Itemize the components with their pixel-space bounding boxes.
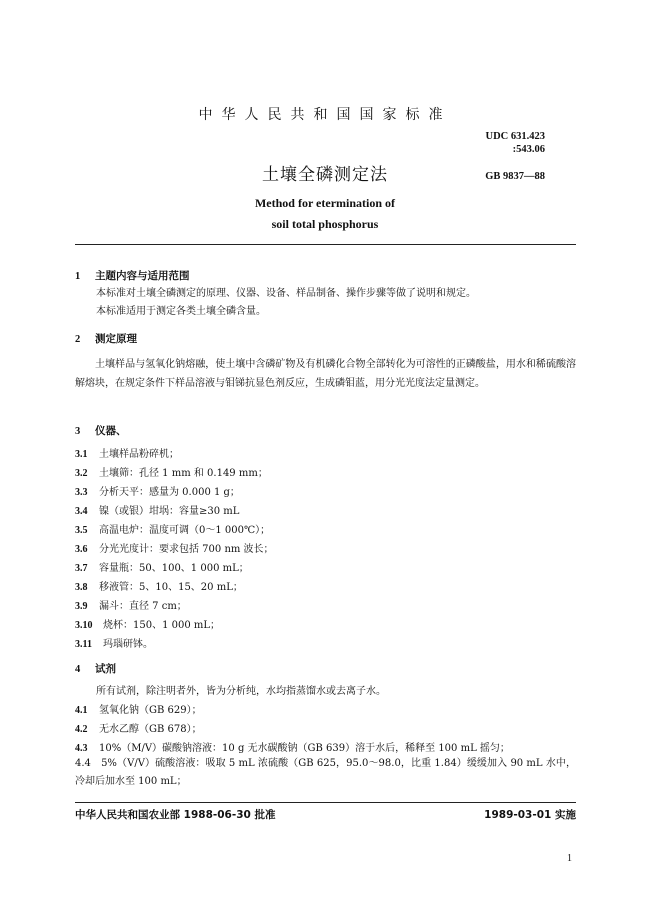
section-title: 测定原理 bbox=[95, 333, 137, 345]
item-number: 4.3 bbox=[75, 743, 88, 754]
item-text: 容量瓶：50、100、1 000 mL； bbox=[99, 563, 249, 574]
section-number: 2 bbox=[75, 334, 81, 345]
section-heading-3 bbox=[75, 423, 127, 438]
item-number: 3.9 bbox=[75, 601, 88, 612]
standard-name: 中华人民共和国国家标准 bbox=[198, 107, 452, 123]
list-item bbox=[75, 704, 202, 718]
udc-line-1: UDC 631.423 bbox=[485, 131, 545, 142]
item-number: 3.3 bbox=[75, 487, 88, 498]
item-number: 4.2 bbox=[75, 724, 88, 735]
list-item bbox=[75, 524, 270, 538]
item-text: 玛瑙研钵。 bbox=[103, 639, 153, 650]
item-text: 氢氧化钠（GB 629）； bbox=[99, 705, 202, 716]
section-heading-2 bbox=[75, 331, 137, 346]
item-text: 漏斗：直径 7 cm； bbox=[99, 601, 187, 612]
item-text: 土壤筛：孔径 1 mm 和 0.149 mm； bbox=[99, 468, 268, 479]
item-text: 分光光度计：要求包括 700 nm 波长； bbox=[99, 544, 274, 555]
document-title-cn: 土壤全磷测定法 bbox=[262, 165, 388, 185]
item-text: 分析天平：感量为 0.000 1 g； bbox=[99, 487, 240, 498]
list-item bbox=[75, 505, 239, 519]
list-item bbox=[75, 723, 202, 737]
approval-line: 中华人民共和国农业部 1988-06-30 批准 bbox=[75, 809, 276, 821]
principle-paragraph: 土壤样品与氢氧化钠熔融，使土壤中含磷矿物及有机磷化合物全部转化为可溶性的正磷酸盐，用水和稀硫酸溶解熔块，在规定条件下样品溶液与钼锑抗显色剂反应，生成磷钼蓝，用分光光度法定量测定。 bbox=[75, 359, 576, 389]
section-title: 仪器、 bbox=[95, 425, 127, 437]
list-item bbox=[75, 562, 249, 576]
list-item bbox=[75, 543, 274, 557]
list-item bbox=[75, 581, 243, 595]
title-en-line-2: soil total phosphorus bbox=[271, 217, 379, 231]
paragraph-line: 本标准对土壤全磷测定的原理、仪器、设备、样品制备、操作步骤等做了说明和规定。 bbox=[96, 288, 476, 299]
list-item bbox=[75, 467, 268, 481]
list-item bbox=[75, 619, 220, 633]
item-text: 镍（或银）坩埚：容量≥30 mL bbox=[99, 506, 240, 517]
item-number: 3.6 bbox=[75, 544, 88, 555]
item-text: 高温电炉：温度可调（0～1 000℃）； bbox=[99, 525, 271, 536]
item-number: 3.4 bbox=[75, 506, 88, 517]
item-text: 烧杯：150、1 000 mL； bbox=[103, 620, 221, 631]
list-item bbox=[75, 486, 240, 500]
section-heading-4 bbox=[75, 661, 116, 676]
section-number: 3 bbox=[75, 426, 81, 437]
item-number: 3.2 bbox=[75, 468, 88, 479]
item-number: 4.1 bbox=[75, 705, 88, 716]
list-item-wrapped: 4.4 5%（V/V）硫酸溶液：吸取 5 mL 浓硫酸（GB 625，95.0～98.0，比重 1.84）缓缓加入 90 mL 水中，冷却后加水至 100 mL； bbox=[75, 758, 576, 787]
section-title: 试剂 bbox=[95, 663, 116, 675]
footer-divider bbox=[75, 802, 576, 803]
item-number: 3.10 bbox=[75, 620, 93, 631]
udc-code bbox=[486, 130, 546, 156]
title-en-line-1: Method for etermination of bbox=[254, 196, 396, 210]
item-number: 3.1 bbox=[75, 449, 88, 460]
item-number: 3.11 bbox=[75, 639, 92, 650]
paragraph-line: 本标准适用于测定各类土壤全磷含量。 bbox=[96, 306, 266, 317]
item-text: 移液管：5、10、15、20 mL； bbox=[99, 582, 243, 593]
item-text: 10%（M/V）碳酸钠溶液：10 g 无水碳酸钠（GB 639）溶于水后，稀释至 100 mL 摇匀； bbox=[99, 743, 510, 754]
item-number: 3.5 bbox=[75, 525, 88, 536]
list-item bbox=[75, 638, 153, 652]
section-number: 4 bbox=[75, 664, 81, 675]
list-item bbox=[75, 600, 187, 614]
header-divider bbox=[75, 244, 576, 245]
section-number: 1 bbox=[75, 271, 81, 282]
document-title-en bbox=[0, 193, 650, 235]
udc-line-2: :543.06 bbox=[512, 144, 545, 155]
reagents-intro: 所有试剂，除注明者外，皆为分析纯，水均指蒸馏水或去离子水。 bbox=[96, 686, 386, 697]
list-item bbox=[75, 742, 510, 756]
item-text: 无水乙醇（GB 678）； bbox=[99, 724, 202, 735]
section-heading-1 bbox=[75, 268, 190, 283]
item-number: 3.8 bbox=[75, 582, 88, 593]
implementation-date: 1989-03-01 实施 bbox=[484, 809, 576, 821]
gb-code: GB 9837—88 bbox=[485, 171, 545, 182]
item-text: 土壤样品粉碎机； bbox=[99, 449, 179, 460]
list-item bbox=[75, 448, 179, 462]
section-title: 主题内容与适用范围 bbox=[95, 270, 190, 282]
item-number: 3.7 bbox=[75, 563, 88, 574]
page-number: 1 bbox=[567, 853, 572, 864]
